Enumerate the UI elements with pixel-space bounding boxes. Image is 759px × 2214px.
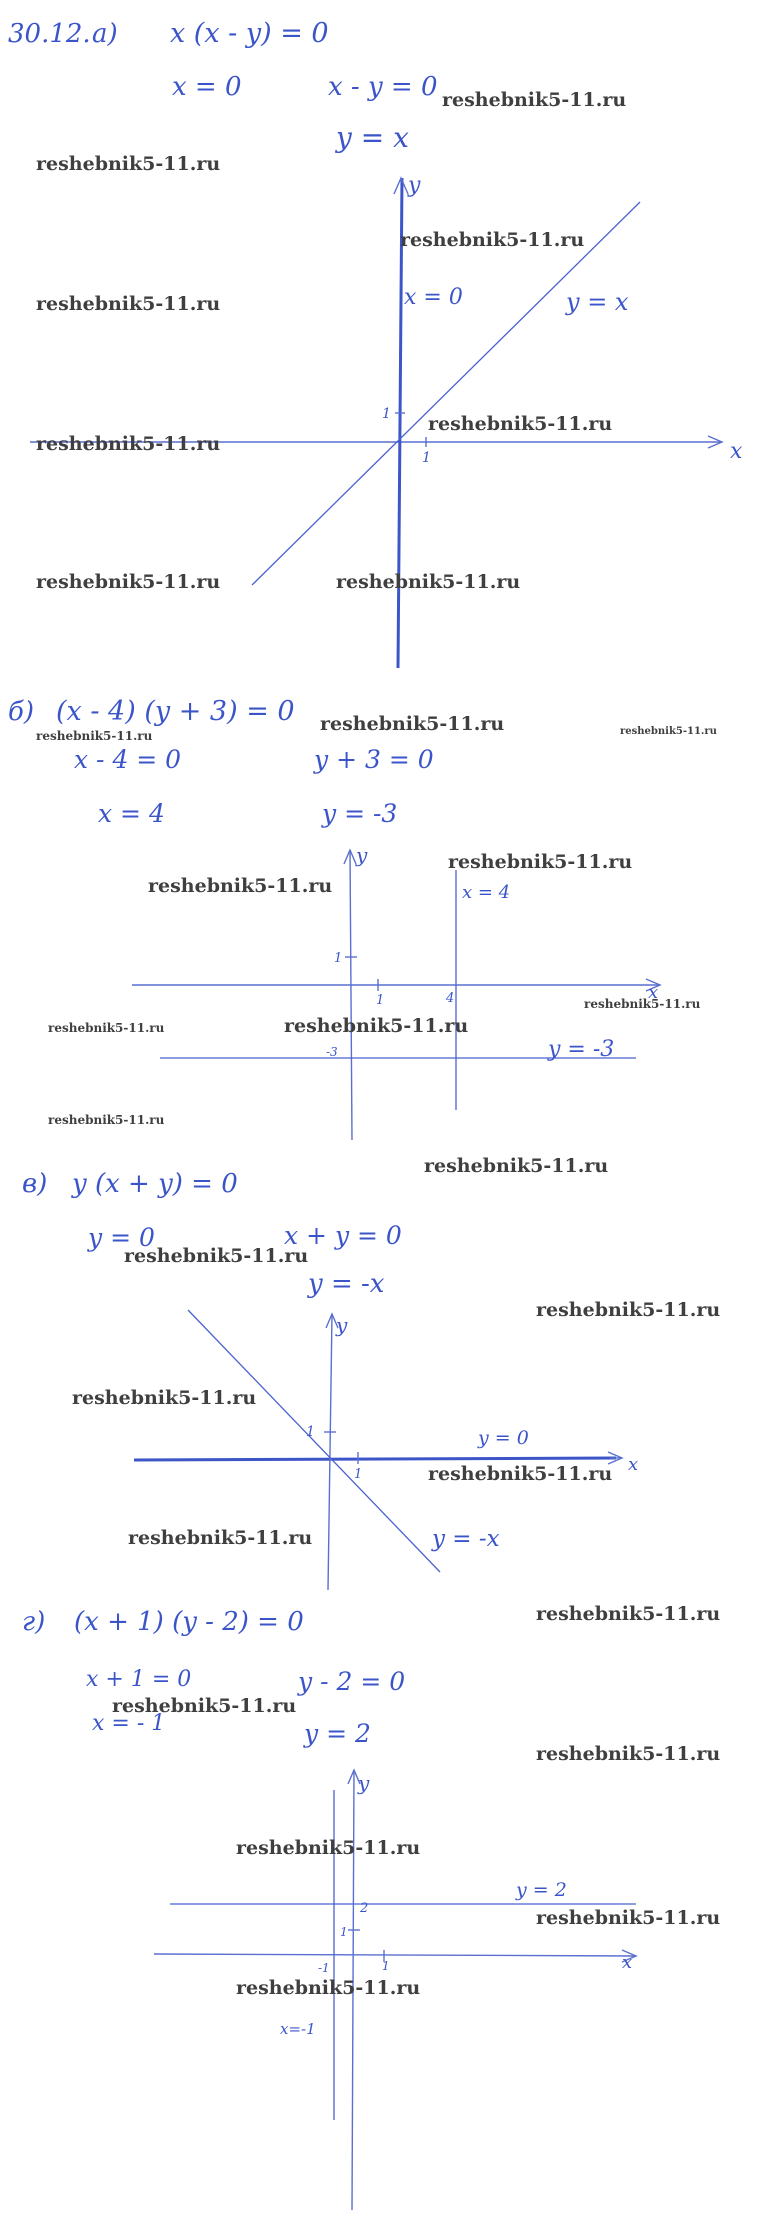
watermark: reshebnik5-11.ru: [424, 1155, 609, 1177]
watermark: reshebnik5-11.ru: [336, 571, 521, 593]
watermark: reshebnik5-11.ru: [128, 1527, 313, 1549]
part-a-tick-y-label: 1: [382, 406, 391, 422]
part-g-result2: y = 2: [304, 1719, 371, 1748]
watermark: reshebnik5-11.ru: [428, 413, 613, 435]
watermark: reshebnik5-11.ru: [48, 1113, 165, 1127]
watermark: reshebnik5-11.ru: [124, 1245, 309, 1267]
watermark: reshebnik5-11.ru: [448, 851, 633, 873]
part-g-tick-y1-label: 1: [340, 1925, 348, 1939]
part-a-axis-y-label: y: [408, 173, 421, 198]
part-b-axis-x-label: x: [648, 982, 659, 1003]
part-v-tick-x-label: 1: [354, 1467, 363, 1482]
part-b-tick-x1-label: 1: [376, 993, 385, 1008]
part-a-case1: x = 0: [172, 72, 242, 102]
watermark: reshebnik5-11.ru: [536, 1907, 721, 1929]
watermark: reshebnik5-11.ru: [536, 1603, 721, 1625]
part-b-result1: x = 4: [98, 799, 165, 828]
part-v-letter: в): [22, 1169, 48, 1199]
part-a-letter: а): [92, 19, 118, 49]
watermark: reshebnik5-11.ru: [48, 1021, 165, 1035]
part-g-result1: x = - 1: [92, 1711, 166, 1736]
part-v-equation: y (x + y) = 0: [72, 1169, 238, 1199]
part-a-diagonal-label: y = x: [566, 288, 629, 316]
part-b-vertical-label: x = 4: [462, 882, 511, 903]
part-b-case1: x - 4 = 0: [74, 745, 182, 774]
part-g-tick-y2-label: 2: [360, 1901, 369, 1916]
watermark: reshebnik5-11.ru: [148, 875, 333, 897]
part-b-tick-x4-label: 4: [446, 991, 455, 1006]
watermark: reshebnik5-11.ru: [584, 997, 701, 1011]
part-b: [8, 696, 660, 1140]
part-a-tick-x-label: 1: [422, 450, 431, 466]
part-g-vertical-label: x=-1: [280, 2020, 316, 2038]
part-a-vertical-label: x = 0: [404, 285, 463, 310]
watermark: reshebnik5-11.ru: [320, 713, 505, 735]
watermark: reshebnik5-11.ru: [236, 1977, 421, 1999]
part-a-vertical-line: [398, 178, 402, 668]
part-b-horizontal-label: y = -3: [548, 1037, 615, 1062]
watermark: reshebnik5-11.ru: [72, 1387, 257, 1409]
part-v-tick-y-label: 1: [306, 1424, 315, 1440]
watermark: reshebnik5-11.ru: [536, 1299, 721, 1321]
part-b-equation: (x - 4) (y + 3) = 0: [56, 696, 295, 727]
part-v: [22, 1169, 638, 1590]
part-v-diagonal-label: y = -x: [432, 1526, 500, 1552]
watermark: reshebnik5-11.ru: [36, 729, 153, 743]
part-a-axis-x-label: x: [730, 439, 743, 464]
part-g-tick-xm1-label: -1: [318, 1961, 330, 1975]
part-b-tick-y3-label: -3: [326, 1045, 338, 1059]
part-b-case2: y + 3 = 0: [314, 745, 434, 774]
watermark: reshebnik5-11.ru: [36, 153, 221, 175]
part-g-letter: г): [22, 1607, 46, 1637]
watermark: reshebnik5-11.ru: [36, 433, 221, 455]
part-a-diagonal-line: [252, 202, 640, 585]
part-g-equation: (x + 1) (y - 2) = 0: [74, 1607, 304, 1637]
part-v-horizontal-label: y = 0: [478, 1427, 529, 1449]
watermark: reshebnik5-11.ru: [284, 1015, 469, 1037]
part-a-equation: x (x - y) = 0: [170, 18, 329, 49]
part-a-graph: [30, 173, 743, 668]
part-b-axis-y-label: y: [356, 843, 368, 867]
part-v-result: y = -x: [308, 1269, 385, 1299]
part-g-axis-y-label: y: [358, 1771, 370, 1795]
watermark: reshebnik5-11.ru: [36, 293, 221, 315]
watermark: reshebnik5-11.ru: [620, 726, 717, 737]
part-g-tick-x1-label: 1: [382, 1959, 390, 1973]
problem-number: 30.12.: [8, 19, 91, 49]
part-b-result2: y = -3: [322, 799, 398, 828]
part-g-case2: y - 2 = 0: [298, 1667, 406, 1696]
part-g-horizontal-label: y = 2: [516, 1879, 567, 1901]
watermark: reshebnik5-11.ru: [236, 1837, 421, 1859]
watermark: reshebnik5-11.ru: [536, 1743, 721, 1765]
watermark: reshebnik5-11.ru: [428, 1463, 613, 1485]
part-b-letter: б): [8, 697, 35, 727]
part-v-case1: y = 0: [88, 1223, 155, 1252]
watermarks: [36, 89, 720, 1999]
part-a-result: y = x: [336, 121, 409, 154]
watermark: reshebnik5-11.ru: [442, 89, 627, 111]
part-g-x-axis: [154, 1954, 636, 1956]
part-v-horizontal-line: [134, 1458, 616, 1460]
part-b-y-axis: [350, 850, 352, 1140]
watermark: reshebnik5-11.ru: [36, 571, 221, 593]
watermark: reshebnik5-11.ru: [400, 229, 585, 251]
watermark: reshebnik5-11.ru: [112, 1695, 297, 1717]
part-b-tick-y1-label: 1: [334, 951, 343, 966]
part-v-axis-x-label: x: [628, 1454, 639, 1475]
part-v-case2: x + y = 0: [284, 1221, 402, 1250]
part-g-axis-x-label: x: [622, 1952, 633, 1973]
part-v-axis-y-label: y: [336, 1313, 348, 1337]
part-a-case2: x - y = 0: [328, 72, 438, 102]
part-v-y-axis: [328, 1314, 332, 1590]
part-g-case1: x + 1 = 0: [86, 1667, 192, 1692]
